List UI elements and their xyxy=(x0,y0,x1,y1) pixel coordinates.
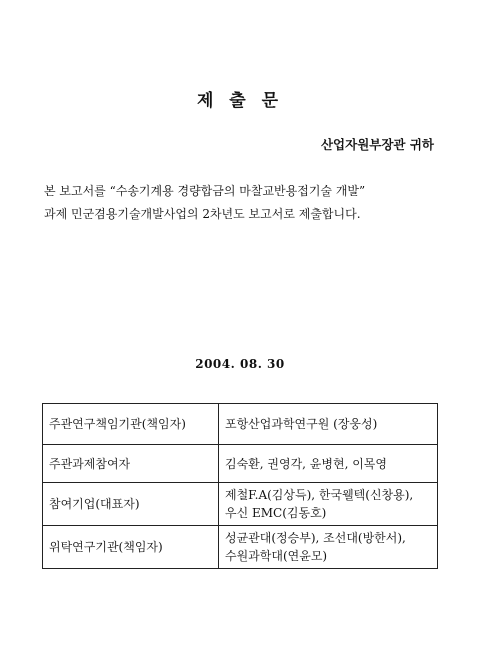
participants-table xyxy=(42,403,438,569)
value-cell xyxy=(219,404,438,445)
value-cell xyxy=(219,483,438,526)
value-cell xyxy=(219,526,438,569)
body-line: 과제 민군겸용기술개발사업의 2차년도 보고서로 제출합니다. xyxy=(44,207,361,221)
value-line: 김숙환, 권영각, 윤병현, 이목영 xyxy=(225,456,387,471)
table-row xyxy=(43,483,438,526)
value-line: 포항산업과학연구원 (장웅성) xyxy=(225,417,378,431)
value-line: 성균관대(정승부), 조선대(방한서), xyxy=(225,531,406,545)
table-row xyxy=(43,445,438,483)
body-line: 본 보고서를 “수송기계용 경량합금의 마찰교반용접기술 개발” xyxy=(44,184,366,198)
value-line: 우신 EMC(김동호) xyxy=(225,506,327,520)
value-line: 수원과학대(연윤모) xyxy=(225,549,328,563)
document-title: 제 출 문 xyxy=(196,91,284,111)
submission-date: 2004. 08. 30 xyxy=(195,357,285,371)
role-cell: 주관연구책임기관(책임자) xyxy=(43,404,219,445)
value-cell xyxy=(219,445,438,483)
table-row xyxy=(43,526,438,569)
role-cell: 주관과제참여자 xyxy=(43,445,219,483)
role-cell: 위탁연구기관(책임자) xyxy=(43,526,219,569)
value-line: 제철F.A(김상득), 한국웰텍(신창용), xyxy=(225,488,414,502)
table-row xyxy=(43,404,438,445)
body-text xyxy=(44,180,454,226)
addressee: 산업자원부장관 귀하 xyxy=(320,137,434,152)
role-cell: 참여기업(대표자) xyxy=(43,483,219,526)
